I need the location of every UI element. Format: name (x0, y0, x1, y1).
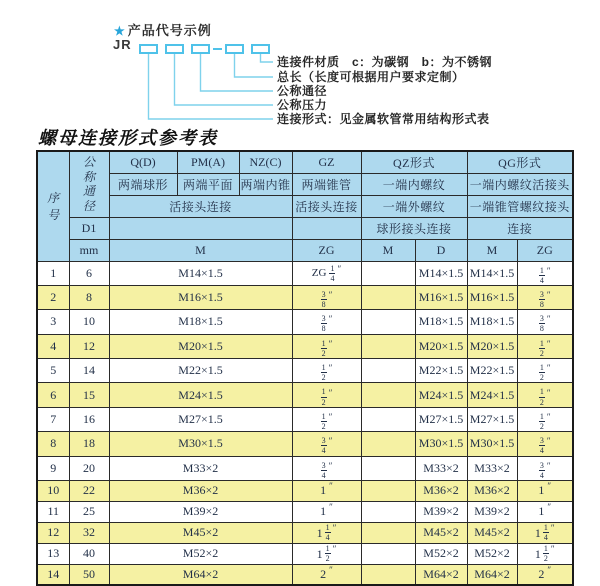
cell-qg-m: M52×2 (467, 543, 517, 564)
cell-m: M20×1.5 (109, 334, 292, 358)
header-seq: 序 号 (37, 151, 69, 261)
cell-m: M33×2 (109, 456, 292, 480)
table-row (37, 383, 573, 407)
header-row-5 (37, 239, 573, 261)
table-row (37, 334, 573, 358)
cell-qz-d: M30×1.5 (415, 432, 467, 456)
cell-m: M22×1.5 (109, 359, 292, 383)
cell-gz-zg: ZG $\frac{1}{4}$ ″ (292, 261, 361, 285)
cell-qg-zg: 1 $\frac{1}{4}$ ″ (517, 522, 573, 543)
cell-qz-m (361, 383, 415, 407)
cell-qz-d: M20×1.5 (415, 334, 467, 358)
cell-qg-zg: $\frac{1}{4}$ ″ (517, 261, 573, 285)
cell-qz-m (361, 334, 415, 358)
cell-qg-zg: $\frac{1}{2}$ ″ (517, 383, 573, 407)
cell-qg-zg: 1 $\frac{1}{2}$ ″ (517, 543, 573, 564)
cell-qg-zg: $\frac{1}{2}$ ″ (517, 334, 573, 358)
table-row (37, 480, 573, 501)
header-col-pm: PM(A) (177, 151, 239, 173)
leader-lines (149, 54, 274, 119)
cell-gz-zg: 1 $\frac{1}{2}$ ″ (292, 543, 361, 564)
table-row (37, 310, 573, 334)
code-label-material: 连接件材质 c：为碳钢 b：为不锈钢 (277, 55, 493, 69)
header-row-1 (37, 151, 573, 173)
cell-qg-m: M22×1.5 (467, 359, 517, 383)
cell-qz-m (361, 456, 415, 480)
code-box (140, 45, 157, 53)
header-union-joint: 活接头连接 (109, 195, 292, 217)
cell-qz-m (361, 359, 415, 383)
cell-qg-zg: $\frac{3}{4}$ ″ (517, 456, 573, 480)
header-qz-row3: 一端外螺纹 (361, 195, 467, 217)
table-row (37, 543, 573, 564)
cell-qg-m: M64×2 (467, 564, 517, 585)
cell-qg-zg: 2 ″ (517, 564, 573, 585)
cell-qg-m: M20×1.5 (467, 334, 517, 358)
cell-seq: 10 (37, 480, 69, 501)
cell-dn: 20 (69, 456, 109, 480)
code-box (226, 45, 243, 53)
code-label-connection: 连接形式：见金属软管常用结构形式表 (277, 112, 490, 126)
header-qz-title: QZ形式 (361, 151, 467, 173)
table-title: 螺母连接形式参考表 (38, 128, 218, 148)
cell-qz-m (361, 432, 415, 456)
cell-gz-zg: $\frac{3}{4}$ ″ (292, 432, 361, 456)
table-row (37, 285, 573, 309)
cell-m: M39×2 (109, 501, 292, 522)
cell-qz-d: M24×1.5 (415, 383, 467, 407)
cell-dn: 25 (69, 501, 109, 522)
cell-qz-d: M39×2 (415, 501, 467, 522)
cell-m: M14×1.5 (109, 261, 292, 285)
table-row (37, 564, 573, 585)
cell-m: M16×1.5 (109, 285, 292, 309)
cell-qz-m (361, 285, 415, 309)
header-col-gz: GZ (292, 151, 361, 173)
cell-dn: 14 (69, 359, 109, 383)
cell-dn: 32 (69, 522, 109, 543)
cell-seq: 13 (37, 543, 69, 564)
header-d1: D1 (69, 217, 109, 239)
header-qg-zg: ZG (517, 239, 573, 261)
header-qg-m: M (467, 239, 517, 261)
cell-qg-m: M24×1.5 (467, 383, 517, 407)
cell-qz-m (361, 522, 415, 543)
code-box (252, 45, 269, 53)
cell-seq: 6 (37, 383, 69, 407)
cell-qg-zg: $\frac{3}{4}$ ″ (517, 432, 573, 456)
header-desc-nz: 两端内锥 (239, 173, 292, 195)
cell-qz-d: M27×1.5 (415, 407, 467, 431)
cell-qg-zg: $\frac{3}{8}$ ″ (517, 285, 573, 309)
header-row-2 (37, 173, 573, 195)
cell-m: M30×1.5 (109, 432, 292, 456)
cell-qz-d: M52×2 (415, 543, 467, 564)
header-col-nz: NZ(C) (239, 151, 292, 173)
table-row (37, 501, 573, 522)
cell-gz-zg: 1 ″ (292, 501, 361, 522)
cell-qg-zg: $\frac{1}{2}$ ″ (517, 407, 573, 431)
code-box (166, 45, 183, 53)
cell-qg-zg: 1 ″ (517, 480, 573, 501)
code-label-diameter: 公称通径 (277, 84, 328, 98)
cell-qg-m: M18×1.5 (467, 310, 517, 334)
cell-seq: 8 (37, 432, 69, 456)
cell-dn: 16 (69, 407, 109, 431)
header-qg-row3: 一端锥管螺纹接头 (467, 195, 573, 217)
cell-qz-m (361, 261, 415, 285)
table-row (37, 407, 573, 431)
cell-qg-zg: $\frac{1}{2}$ ″ (517, 359, 573, 383)
header-blank-qpmnz (109, 217, 292, 239)
cell-qg-m: M30×1.5 (467, 432, 517, 456)
cell-qz-m (361, 564, 415, 585)
cell-qg-m: M45×2 (467, 522, 517, 543)
header-qg-row2: 一端内螺纹活接头 (467, 173, 573, 195)
header-qg-title: QG形式 (467, 151, 573, 173)
cell-dn: 18 (69, 432, 109, 456)
cell-m: M64×2 (109, 564, 292, 585)
cell-gz-zg: $\frac{3}{4}$ ″ (292, 456, 361, 480)
cell-qz-d: M33×2 (415, 456, 467, 480)
header-qz-row4: 球形接头连接 (361, 217, 467, 239)
cell-seq: 7 (37, 407, 69, 431)
cell-gz-zg: 1 $\frac{1}{4}$ ″ (292, 522, 361, 543)
cell-qg-m: M33×2 (467, 456, 517, 480)
cell-gz-zg: $\frac{3}{8}$ ″ (292, 285, 361, 309)
cell-qz-d: M16×1.5 (415, 285, 467, 309)
cell-dn: 12 (69, 334, 109, 358)
cell-qz-d: M45×2 (415, 522, 467, 543)
cell-qz-m (361, 543, 415, 564)
cell-qz-d: M18×1.5 (415, 310, 467, 334)
header-qg-row4: 连接 (467, 217, 573, 239)
code-prefix: JR (113, 37, 132, 52)
header-desc-pm: 两端平面 (177, 173, 239, 195)
cell-qg-zg: 1 ″ (517, 501, 573, 522)
diagram-title-text: 产品代号示例 (127, 23, 212, 38)
cell-gz-zg: $\frac{1}{2}$ ″ (292, 334, 361, 358)
cell-gz-zg: $\frac{1}{2}$ ″ (292, 407, 361, 431)
code-label-pressure: 公称压力 (277, 98, 328, 112)
header-mm: mm (69, 239, 109, 261)
cell-dn: 8 (69, 285, 109, 309)
cell-qz-d: M14×1.5 (415, 261, 467, 285)
cell-qg-m: M36×2 (467, 480, 517, 501)
cell-qz-d: M22×1.5 (415, 359, 467, 383)
header-qz-m: M (361, 239, 415, 261)
cell-gz-zg: $\frac{1}{2}$ ″ (292, 383, 361, 407)
cell-gz-zg: 1 ″ (292, 480, 361, 501)
cell-qz-m (361, 480, 415, 501)
cell-qz-m (361, 407, 415, 431)
cell-gz-zg: 2 ″ (292, 564, 361, 585)
header-nominal: 公 称 通 径 (69, 151, 109, 217)
cell-dn: 50 (69, 564, 109, 585)
cell-qg-m: M27×1.5 (467, 407, 517, 431)
table-row (37, 522, 573, 543)
header-qz-row2: 一端内螺纹 (361, 173, 467, 195)
cell-qz-d: M36×2 (415, 480, 467, 501)
header-col-qd: Q(D) (109, 151, 177, 173)
table-row (37, 359, 573, 383)
cell-seq: 9 (37, 456, 69, 480)
header-blank-gz (292, 217, 361, 239)
header-union-joint-gz: 活接头连接 (292, 195, 361, 217)
cell-qz-m (361, 501, 415, 522)
table-row (37, 432, 573, 456)
header-zg: ZG (292, 239, 361, 261)
cell-m: M36×2 (109, 480, 292, 501)
header-row-3 (37, 195, 573, 217)
cell-seq: 14 (37, 564, 69, 585)
cell-m: M45×2 (109, 522, 292, 543)
cell-m: M24×1.5 (109, 383, 292, 407)
cell-qz-m (361, 310, 415, 334)
cell-dn: 22 (69, 480, 109, 501)
header-row-4 (37, 217, 573, 239)
header-desc-gz: 两端锥管 (292, 173, 361, 195)
cell-qg-m: M39×2 (467, 501, 517, 522)
header-qz-d: D (415, 239, 467, 261)
cell-dn: 15 (69, 383, 109, 407)
cell-qz-d: M64×2 (415, 564, 467, 585)
cell-dn: 6 (69, 261, 109, 285)
cell-m: M52×2 (109, 543, 292, 564)
reference-table (36, 150, 574, 586)
header-desc-qd: 两端球形 (109, 173, 177, 195)
table-row (37, 261, 573, 285)
code-box (192, 45, 209, 53)
code-label-length: 总长（长度可根据用户要求定制） (277, 70, 465, 84)
cell-gz-zg: $\frac{3}{8}$ ″ (292, 310, 361, 334)
cell-m: M27×1.5 (109, 407, 292, 431)
cell-seq: 11 (37, 501, 69, 522)
star-icon: ★ (114, 24, 126, 38)
cell-qg-m: M14×1.5 (467, 261, 517, 285)
cell-seq: 3 (37, 310, 69, 334)
cell-gz-zg: $\frac{1}{2}$ ″ (292, 359, 361, 383)
cell-m: M18×1.5 (109, 310, 292, 334)
cell-qg-zg: $\frac{3}{8}$ ″ (517, 310, 573, 334)
cell-seq: 12 (37, 522, 69, 543)
cell-seq: 5 (37, 359, 69, 383)
header-m-span: M (109, 239, 292, 261)
cell-qg-m: M16×1.5 (467, 285, 517, 309)
cell-seq: 4 (37, 334, 69, 358)
cell-dn: 40 (69, 543, 109, 564)
cell-seq: 2 (37, 285, 69, 309)
table-row (37, 456, 573, 480)
cell-seq: 1 (37, 261, 69, 285)
cell-dn: 10 (69, 310, 109, 334)
